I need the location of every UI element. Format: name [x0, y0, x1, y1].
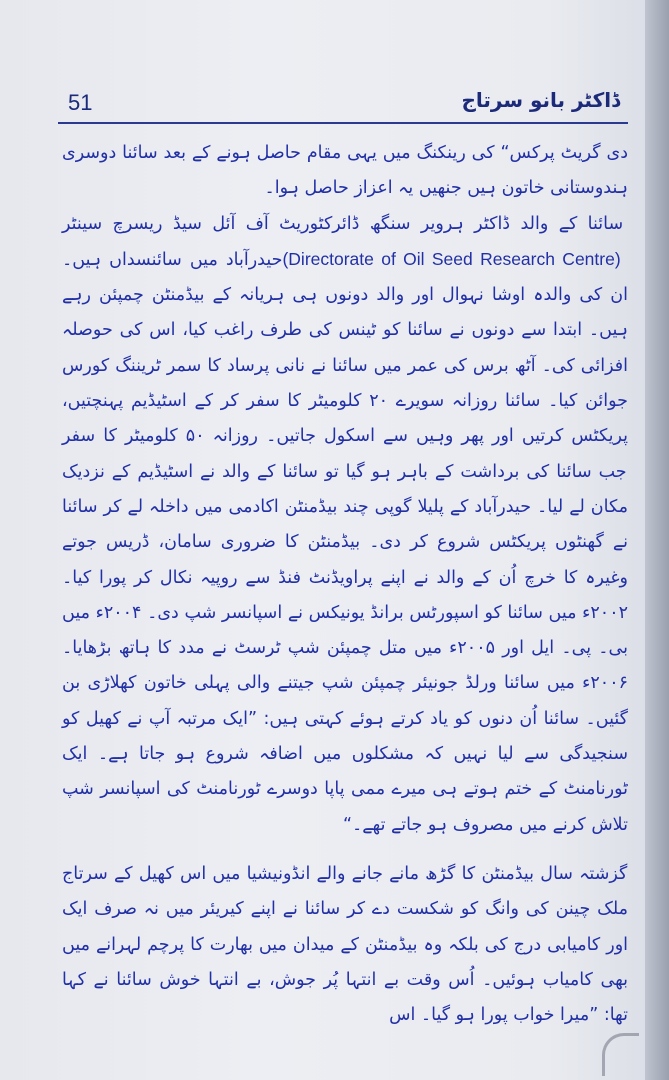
text-line: سے دونوں نے سائنا کو ٹینس کی طرف راغب کیا، اس کی حوصلہ افزائی کی۔ آٹھ برس کی عمر: [62, 320, 629, 376]
page-number: 51: [68, 90, 93, 115]
page-curl: [602, 1033, 639, 1076]
text-line: درج کی بلکہ وہ بیڈمنٹن کے میدان میں بھارت کا پرچم لہرانے میں بھی کامیاب ہوئیں۔: [62, 934, 629, 990]
text-line: نے کھیل کو سنجیدگی سے لیا نہیں کہ مشکلوں میں اضافہ شروع ہو جاتا ہے۔ ایک ٹورنامنٹ کے: [62, 708, 628, 800]
text-line: دی گریٹ پرکس“ کی رینکنگ میں یہی مقام حاصل ہونے کے بعد سائنا دوسری ہندوستانی: [62, 143, 628, 199]
text-line: حیدرآباد میں سائنسداں: [101, 249, 283, 270]
text-line: سائنا کے والد ڈاکٹر ہرویر سنگھ ڈائرکٹوریٹ آف آئل سیڈ ریسرچ سینٹر: [62, 213, 624, 234]
text-line: گھنٹوں پریکٹس شروع کر دی۔ بیڈمنٹن کا ضروری سامان، ڈریس جوتے وغیرہ کا خرچ اُن: [62, 532, 628, 588]
text-line: ملک چینن کی وانگ کو شکست دے کر سائنا نے اپنے کیریئر میں نہ صرف ایک اور کامیابی: [62, 899, 629, 955]
paragraph-3: [62, 857, 628, 1033]
text-line: کے والد نے اپنے پراویڈنٹ فنڈ سے روپیہ نکال کر پورا کیا۔ ۲۰۰۲ء میں سائنا کو اسپورٹس: [62, 567, 628, 623]
body-text: [62, 136, 628, 1033]
english-insert: (Directorate of Oil Seed Research Centre): [282, 248, 628, 269]
text-line: برانڈ یونیکس نے اسپانسر شپ دی۔ ۲۰۰۴ء میں بی۔ پی۔ ایل اور ۲۰۰۵ء میں متل چمپئن: [62, 602, 628, 659]
text-line: مکان لے لیا۔ حیدرآباد کے پلیلا گوپی چند بیڈمنٹن اکادمی میں داخلہ لے کر سائنا نے: [62, 496, 629, 553]
text-line: کر کے اسٹیڈیم پہنچتیں، پریکٹس کرتیں اور پھر وہیں سے اسکول جاتیں۔ روزانہ ۵۰ کلومیٹر: [62, 391, 629, 447]
header-rule: [58, 122, 628, 124]
text-line: گزشتہ سال بیڈمنٹن کا گڑھ مانے جانے والے انڈونیشیا میں اس کھیل کے سرتاج: [62, 863, 628, 884]
paragraph-1: [62, 136, 628, 207]
page-edge: [645, 0, 669, 1080]
page-header: [60, 88, 620, 120]
running-title: ڈاکٹر بانو سرتاج: [461, 88, 620, 112]
text-line: خاتون ہیں جنھیں یہ اعزاز حاصل ہوا۔: [264, 178, 545, 199]
text-line: ہو جاتے تھے۔“: [342, 814, 448, 835]
text-line: ختم ہوتے ہی میرے ممی پاپا دوسرے ٹورنامنٹ کی اسپانسر شپ تلاش کرنے میں مصروف: [62, 779, 628, 835]
text-line: میں سائنا نے نانی پرساد کا سمر ٹریننگ کورس جوائن کیا۔ سائنا روزانہ سویرے ۲۰ کلومیٹر کا سفر: [62, 355, 628, 412]
text-line: ہیں۔ ان کی والدہ اوشا نہوال اور والد دونوں ہی ہریانہ کے بیڈمنٹن چمپئن رہے ہیں۔ ابتدا: [62, 249, 629, 341]
text-line: شپ ٹرسٹ نے مدد کا ہاتھ بڑھایا۔ ۲۰۰۶ء میں سائنا ورلڈ جونیئر چمپئن شپ جیتنے والی پہلی: [62, 638, 628, 694]
text-line: اُس وقت بے انتہا پُر جوش، بے انتہا خوش سائنا نے کہا تھا: ”میرا خواب پورا ہو گیا۔ اس: [62, 969, 628, 1026]
text-line: کا سفر جب سائنا کی برداشت کے باہر ہو گیا تو سائنا کے والد نے اسٹیڈیم کے نزدیک: [62, 426, 627, 482]
text-line: خاتون کھلاڑی بن گئیں۔ سائنا اُن دنوں کو یاد کرتے ہوئے کہتی ہیں: ”ایک مرتبہ آپ: [62, 673, 628, 729]
paragraph-2: [62, 207, 628, 843]
